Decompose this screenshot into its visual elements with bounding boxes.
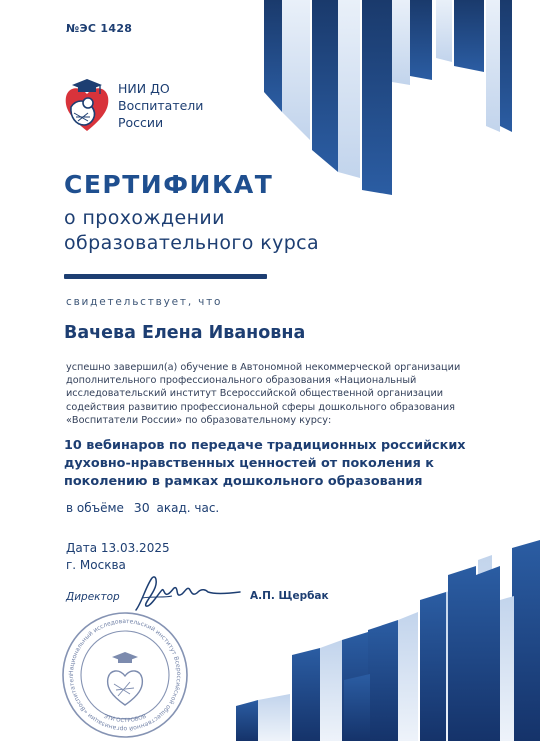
certificate-subtitle (64, 206, 319, 256)
volume-prefix: в объёме (66, 501, 124, 515)
organization-name (118, 80, 203, 131)
description-line: содействия развитию профессиональной сферы дошкольного образования (66, 401, 455, 413)
title-divider (64, 274, 267, 279)
issue-info (66, 540, 170, 574)
description-line: успешно завершил(а) обучение в Автономной некоммерческой организации (66, 362, 461, 373)
seal-bottom-text: ЭТИ ОСТРОВОВ (102, 713, 148, 725)
svg-text:Национальный исследовательский (60, 610, 182, 732)
seal-outer-text: Национальный исследовательский институт Всероссийской общественной организации «Воспитател (67, 617, 183, 733)
volume-hours: 30 (133, 500, 150, 515)
course-title-line: поколению в рамках дошкольного образования (64, 474, 423, 489)
issue-date: Дата 13.03.2025 (66, 541, 170, 555)
director-name: А.П. Щербак (250, 590, 329, 602)
course-volume (66, 500, 219, 515)
certificate-number: №ЭС 1428 (66, 22, 133, 35)
course-title (64, 437, 466, 491)
organization-name-line: Воспитатели (118, 98, 204, 113)
organization-name-line: России (118, 115, 164, 130)
subtitle-line: о прохождении (64, 207, 225, 229)
organization-logo-icon (62, 77, 112, 135)
official-seal (60, 610, 190, 740)
description-line: «Воспитатели России» по образовательному курсу: (66, 414, 332, 426)
certificate-title: СЕРТИФИКАТ (64, 170, 274, 199)
director-label: Директор (66, 591, 120, 603)
issue-city: г. Москва (66, 558, 126, 572)
certifies-text: свидетельствует, что (66, 296, 223, 308)
organization-name-line: НИИ ДО (118, 81, 170, 96)
completion-description (66, 361, 486, 427)
description-line: исследовательский институт Всероссийской общественной организации (66, 388, 444, 400)
course-title-line: духовно-нравственных ценностей от поколения к (64, 456, 434, 471)
recipient-name: Вачева Елена Ивановна (64, 323, 306, 343)
course-title-line: 10 вебинаров по передаче традиционных российских (64, 438, 466, 453)
description-line: дополнительного профессионального образования «Национальный (66, 375, 417, 387)
volume-unit: акад. час. (156, 501, 220, 515)
subtitle-line: образовательного курса (64, 232, 320, 254)
